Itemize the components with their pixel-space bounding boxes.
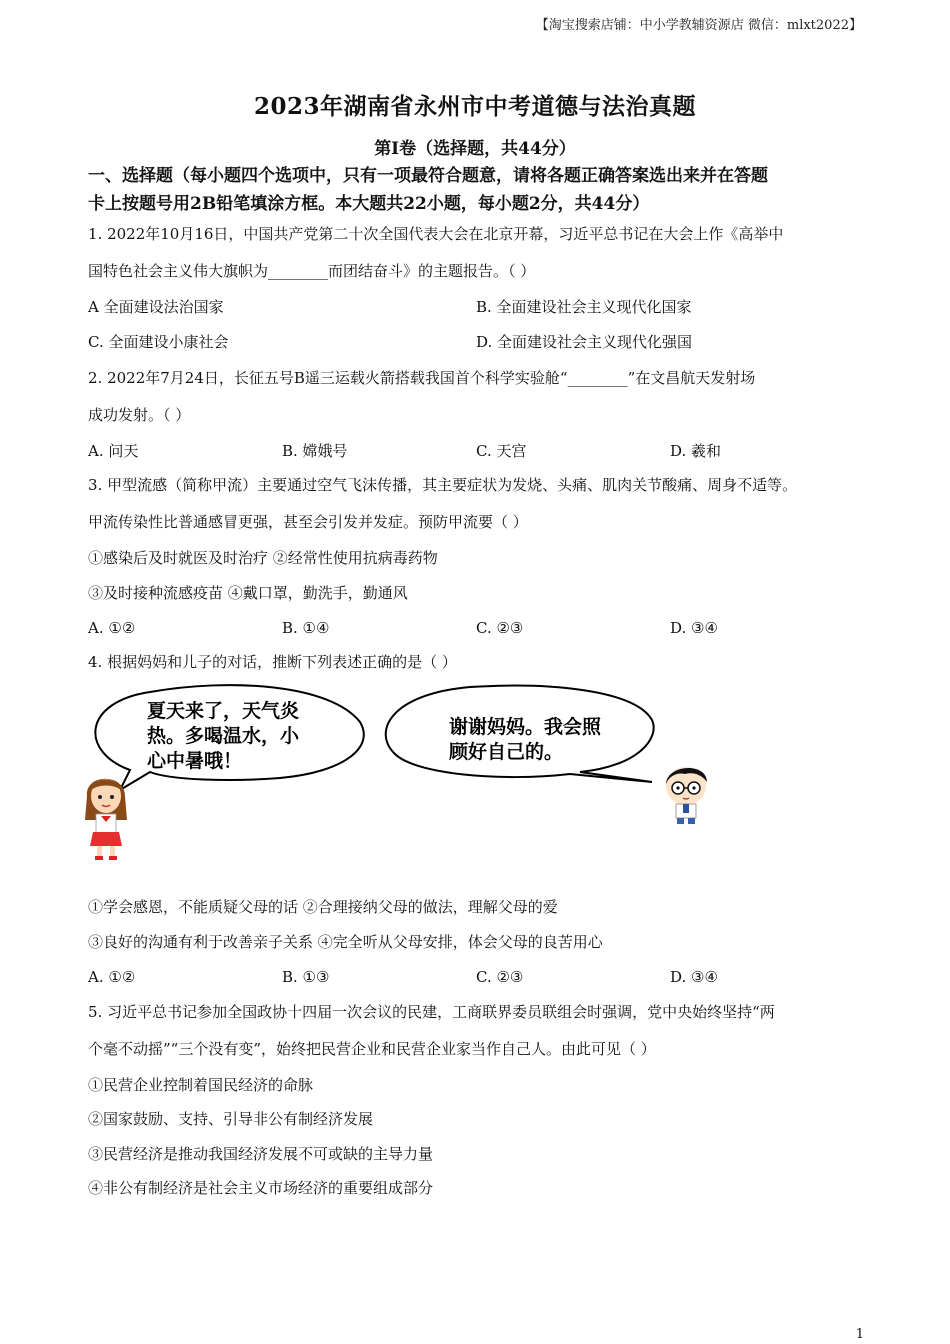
q3-statement-line: ①感染后及时就医及时治疗 ②经常性使用抗病毒药物 bbox=[88, 549, 438, 567]
q4-statement-line: ③良好的沟通有利于改善亲子关系 ④完全听从父母安排，体会父母的良苦用心 bbox=[88, 933, 603, 951]
q1-option-c: C. 全面建设小康社会 bbox=[88, 333, 229, 351]
page-title: 2023年湖南省永州市中考道德与法治真题 bbox=[253, 93, 696, 120]
q3-option-c: C. ②③ bbox=[476, 619, 524, 637]
section-subtitle: 第Ⅰ卷（选择题，共44分） bbox=[374, 139, 576, 159]
mom-bubble-line: 心中暑哦！ bbox=[147, 750, 243, 772]
q4-option-a: A. ①② bbox=[88, 968, 136, 986]
q3-option-b: B. ①④ bbox=[282, 619, 330, 637]
q3-option-a: A. ①② bbox=[88, 619, 136, 637]
section-heading-line: 一、选择题（每小题四个选项中，只有一项最符合题意，请将各题正确答案选出来并在答题 bbox=[88, 166, 768, 186]
section-heading bbox=[88, 162, 878, 218]
mom-figure-icon bbox=[85, 779, 127, 860]
q2-stem-line: 成功发射。（ ） bbox=[88, 406, 191, 424]
q2-option-c: C. 天宫 bbox=[476, 442, 527, 460]
section-heading-line: 卡上按题号用2B铅笔填涂方框。本大题共22小题，每小题2分，共44分） bbox=[88, 194, 650, 214]
q3-option-d: D. ③④ bbox=[670, 619, 718, 637]
q1-stem-line: 1. 2022年10月16日，中国共产党第二十次全国代表大会在北京开幕，习近平总书记在大会上作《高举中 bbox=[88, 225, 784, 243]
q2-option-a: A. 问天 bbox=[88, 442, 139, 460]
son-figure-icon bbox=[666, 767, 707, 824]
q1-stem-line: 国特色社会主义伟大旗帜为________而团结奋斗》的主题报告。（ ） bbox=[88, 262, 536, 280]
q4-option-b: B. ①③ bbox=[282, 968, 330, 986]
mom-bubble-line: 热。多喝温水，小 bbox=[147, 725, 300, 747]
q4-option-d: D. ③④ bbox=[670, 968, 718, 986]
mom-bubble-line: 夏天来了，天气炎 bbox=[147, 700, 300, 722]
page-number: 1 bbox=[855, 1327, 864, 1342]
q3-stem-line: 3. 甲型流感（简称甲流）主要通过空气飞沫传播，其主要症状为发烧、头痛、肌肉关节酸痛、周身不适等。 bbox=[88, 476, 798, 494]
q4-statement-line: ①学会感恩，不能质疑父母的话 ②合理接纳父母的做法，理解父母的爱 bbox=[88, 898, 558, 916]
q1-option-b: B. 全面建设社会主义现代化国家 bbox=[476, 298, 692, 316]
q5-stem-line: 5. 习近平总书记参加全国政协十四届一次会议的民建，工商联界委员联组会时强调，党中央始终坚持“两 bbox=[88, 1003, 775, 1021]
q4-option-c: C. ②③ bbox=[476, 968, 524, 986]
son-bubble-line: 顾好自己的。 bbox=[449, 741, 564, 763]
q3-stem-line: 甲流传染性比普通感冒更强，甚至会引发并发症。预防甲流要（ ） bbox=[88, 513, 528, 531]
header-note: 【淘宝搜索店铺：中小学教辅资源店 微信：mlxt2022】 bbox=[535, 18, 862, 33]
q1-option-d: D. 全面建设社会主义现代化强国 bbox=[476, 333, 693, 351]
q5-statement-line: ①民营企业控制着国民经济的命脉 bbox=[88, 1076, 314, 1094]
q5-statement-line: ③民营经济是推动我国经济发展不可或缺的主导力量 bbox=[88, 1145, 434, 1163]
q5-statement-line: ②国家鼓励、支持、引导非公有制经济发展 bbox=[88, 1110, 374, 1128]
q2-option-b: B. 嫦娥号 bbox=[282, 442, 348, 460]
q4-stem-line: 4. 根据妈妈和儿子的对话，推断下列表述正确的是（ ） bbox=[88, 653, 457, 671]
cartoon-illustration bbox=[80, 682, 720, 872]
q3-statement-line: ③及时接种流感疫苗 ④戴口罩，勤洗手，勤通风 bbox=[88, 584, 408, 602]
son-bubble-line: 谢谢妈妈。我会照 bbox=[449, 716, 602, 738]
q5-stem-line: 个毫不动摇”“三个没有变”，始终把民营企业和民营企业家当作自己人。由此可见（ ） bbox=[88, 1040, 656, 1058]
q2-option-d: D. 羲和 bbox=[670, 442, 722, 460]
q2-stem-line: 2. 2022年7月24日，长征五号B遥三运载火箭搭载我国首个科学实验舱“________”在文昌航天发射场 bbox=[88, 369, 756, 387]
q1-option-a: A 全面建设法治国家 bbox=[88, 298, 224, 316]
q5-statement-line: ④非公有制经济是社会主义市场经济的重要组成部分 bbox=[88, 1179, 434, 1197]
dialogue-cartoon bbox=[80, 682, 720, 872]
